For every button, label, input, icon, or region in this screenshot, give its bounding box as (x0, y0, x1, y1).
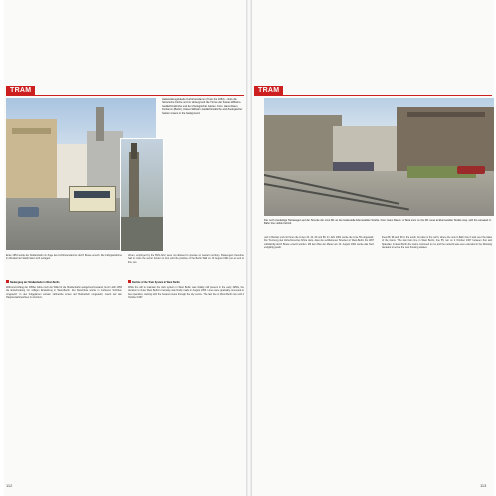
section-heading-en: Decline of the Tram System in West Berlin (128, 280, 244, 285)
section-rule (6, 95, 244, 96)
section-tag: TRAM (6, 86, 35, 95)
heading-marker (6, 280, 9, 283)
section-rule (254, 95, 492, 96)
body-column-en: driven, employed by the BVG-Süd, were not allowed to operate on western territory. Passengers therefore had to cross the sector border on foot until the practice of the Berlin Wall on 13 August 1961 put an end to this, too. (128, 254, 244, 264)
body-column-de: und in Betrieb und mit Ihnen die Linien 23, 24, 69 und 88. Im Jahr 1961 wurde die Linie 55 eingestellt. Die Trennung des Verkehrsnetzes führte dazu, dass die verbliebenen Strecken in West-Berlin bis 1967 vollständig durch Busse ersetzt wurden. Mit dem Bau der Mauer am 13. August 1961 wurde das Netz endgültig geteilt. (264, 236, 374, 249)
section-heading-de: Niedergang der Straßenbahn in West-Berlin (6, 280, 122, 285)
tram-track-photo (264, 98, 494, 216)
page-number: 113 (480, 483, 487, 488)
photo-caption: Der noch zweiteilige Tatrawagen auf der Strecke der Linie M1 an der Haltestelle Eberswalder Straße. Foto: Hans Raem. A Tatra tram on the M1 route at Eberswalder Straße stop, with the elevated U-Bahn line visible behind. (264, 219, 492, 226)
left-page (4, 0, 246, 496)
right-page (252, 0, 494, 496)
section-tag: TRAM (254, 86, 283, 95)
church-photo (120, 138, 164, 252)
heading-marker (128, 280, 131, 283)
intro-paragraph: Ende 1953 wurde die Straßenbahn im Zuge des Kurfürstendamms durch Busse ersetzt. Die Fahrgastströme im Westteil der Stadt hatten sich verlagert. (6, 254, 122, 261)
photo-caption: Haltestellengebäude Kurfürstendamm (Tram bis 1954) – links die historische Kirche und im Hintergrund die Türme der Kaiser-Wilhelm-Gedächtniskirche und der Zoologischer Garten. Foto: Hans Raem. Ku'damm (Berlin), Kaiser-Wilhelm-Gedächtniskirche and Zoologischer Garten towers in the background. (162, 98, 243, 115)
body-column-de: Während Anfang der 1950er Jahre noch der Wille für die Straßenbahn weitgehend bestand, fiel im Jahr 1953 die Entscheidung zur völligen Einstellung in West-Berlin. Der Beschluss wurde in mehreren Schritten umgesetzt. In den Folgejahren wurden zahlreiche Linien auf Busbetrieb umgestellt, zuerst auf den Hauptverkehrsachsen im Zentrum. (6, 286, 122, 299)
body-column-en: lines 88, 96 and 99 in the south, but also in the north, where the new U-Bahn line 6 took over the tasks of the trams. The last tram line in West Berlin, line 55, ran on 2 October 1967 between Zoo and Spandau. In East Berlin the trams continued to run and the network was even extended in the following decades to serve the new housing estates. (382, 236, 492, 249)
body-column-en-2: While the will to maintain the tram system in West Berlin was initially still present in the early 1950s, the decision to close West Berlin's tramway was finally made in August 1953. Lines were gradually converted to bus operation, starting with the busiest routes through the city centre. The last line in West Berlin ran until 2 October 1967. (128, 286, 244, 299)
page-number: 112 (6, 483, 13, 488)
